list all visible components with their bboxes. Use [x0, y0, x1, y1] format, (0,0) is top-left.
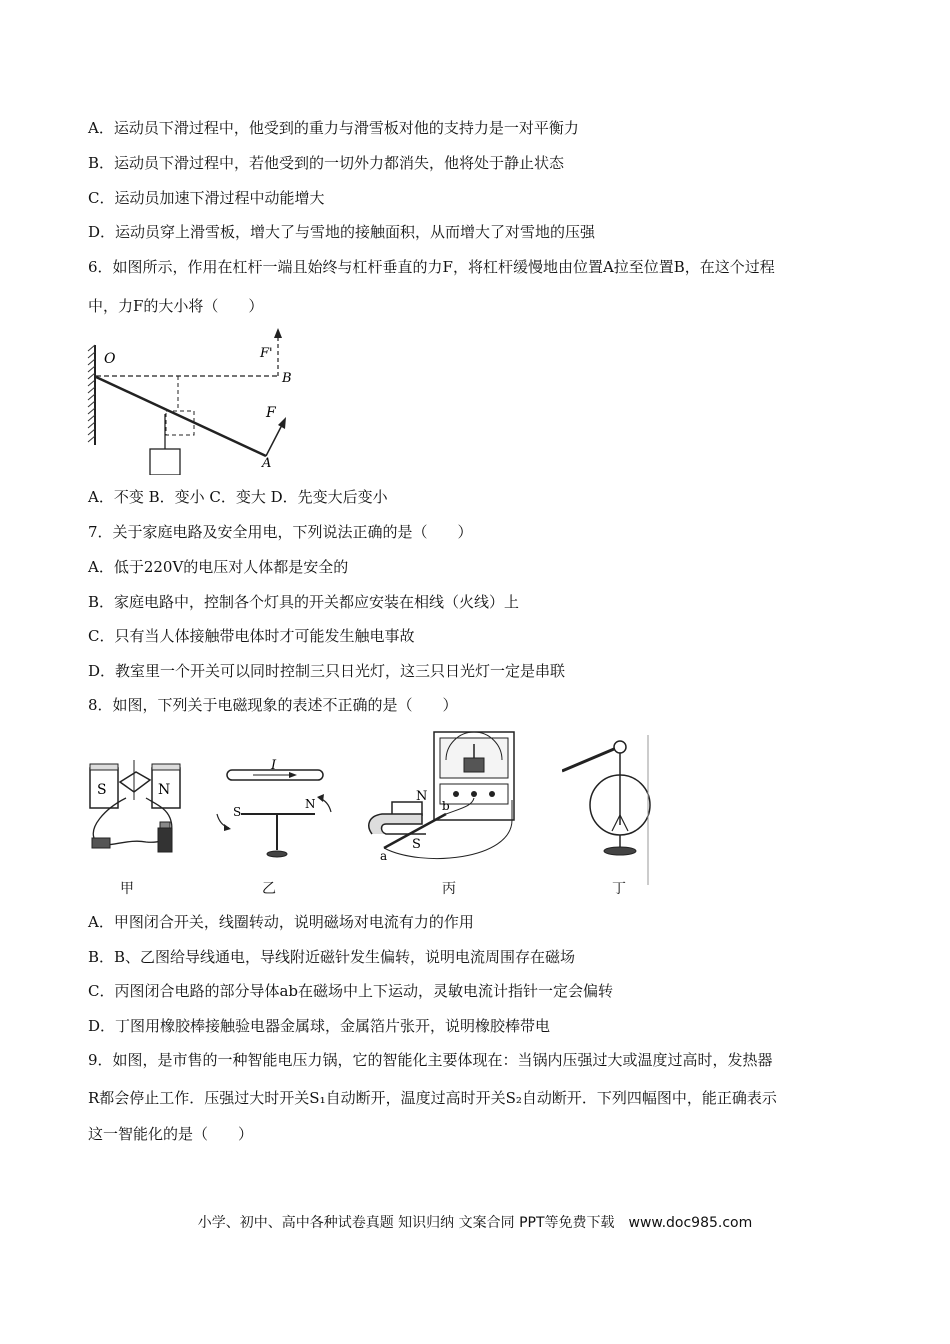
q7-option-b: B．家庭电路中，控制各个灯具的开关都应安装在相线（火线）上 — [88, 593, 520, 611]
lever-label-a: A — [262, 456, 272, 471]
caption-jia: 甲 — [120, 881, 134, 897]
q6-stem-line1: 6．如图所示，作用在杠杆一端且始终与杠杆垂直的力F，将杠杆缓慢地由位置A拉至位置B，在这个过程 — [88, 258, 775, 276]
caption-bing: 丙 — [442, 881, 456, 897]
lever-label-o: O — [104, 351, 116, 367]
yi-label-s: S — [233, 805, 242, 819]
yi-label-n: N — [305, 797, 316, 811]
lever-figure — [86, 325, 298, 475]
q8-option-c: C．丙图闭合电路的部分导体ab在磁场中上下运动，灵敏电流计指针一定会偏转 — [88, 982, 614, 1000]
figure-yi-oersted — [205, 758, 343, 868]
q6-options: A．不变 B．变小 C．变大 D．先变大后变小 — [88, 488, 388, 506]
bing-label-b: b — [442, 799, 450, 813]
q5-option-a: A．运动员下滑过程中，他受到的重力与滑雪板对他的支持力是一对平衡力 — [88, 119, 579, 137]
bing-label-s: S — [412, 837, 421, 852]
caption-ding: 丁 — [612, 881, 626, 897]
bing-label-a: a — [380, 849, 388, 863]
q8-option-a: A．甲图闭合开关，线圈转动，说明磁场对电流有力的作用 — [88, 913, 474, 931]
lever-label-f: F — [266, 405, 276, 421]
q9-stem-line2: R都会停止工作．压强过大时开关S₁自动断开，温度过高时开关S₂自动断开．下列四幅图中，能正确表示 — [88, 1089, 777, 1107]
q8-option-d: D．丁图用橡胶棒接触验电器金属球，金属箔片张开，说明橡胶棒带电 — [88, 1017, 551, 1035]
yi-label-i: I — [271, 758, 277, 773]
q5-option-d: D．运动员穿上滑雪板，增大了与雪地的接触面积，从而增大了对雪地的压强 — [88, 223, 596, 241]
q7-option-c: C．只有当人体接触带电体时才可能发生触电事故 — [88, 627, 415, 645]
q9-stem-line3: 这一智能化的是（ ） — [88, 1125, 254, 1143]
figure-bing-induction — [362, 730, 572, 870]
q6-stem-line2: 中，力F的大小将（ ） — [88, 297, 264, 315]
lever-label-b: B — [282, 371, 292, 386]
bing-label-n: N — [416, 789, 428, 804]
jia-label-s: S — [97, 782, 107, 798]
figure-ding-electroscope — [562, 735, 652, 885]
q5-option-b: B．运动员下滑过程中，若他受到的一切外力都消失，他将处于静止状态 — [88, 154, 565, 172]
q7-option-a: A．低于220V的电压对人体都是安全的 — [88, 558, 349, 576]
q8-stem: 8．如图，下列关于电磁现象的表述不正确的是（ ） — [88, 696, 458, 714]
page-footer: 小学、初中、高中各种试卷真题 知识归纳 文案合同 PPT等免费下载 www.doc985.com — [197, 1215, 753, 1231]
q9-stem-line1: 9．如图，是市售的一种智能电压力锅，它的智能化主要体现在：当锅内压强过大或温度过高时，发热器 — [88, 1051, 773, 1069]
lever-label-f-prime: F' — [260, 346, 273, 361]
jia-label-n: N — [158, 782, 171, 798]
figure-jia-motor — [86, 758, 194, 858]
q7-stem: 7．关于家庭电路及安全用电，下列说法正确的是（ ） — [88, 523, 473, 541]
q5-option-c: C．运动员加速下滑过程中动能增大 — [88, 189, 325, 207]
q8-option-b: B．B、乙图给导线通电，导线附近磁针发生偏转，说明电流周围存在磁场 — [88, 948, 576, 966]
q7-option-d: D．教室里一个开关可以同时控制三只日光灯，这三只日光灯一定是串联 — [88, 662, 566, 680]
caption-yi: 乙 — [262, 881, 276, 897]
